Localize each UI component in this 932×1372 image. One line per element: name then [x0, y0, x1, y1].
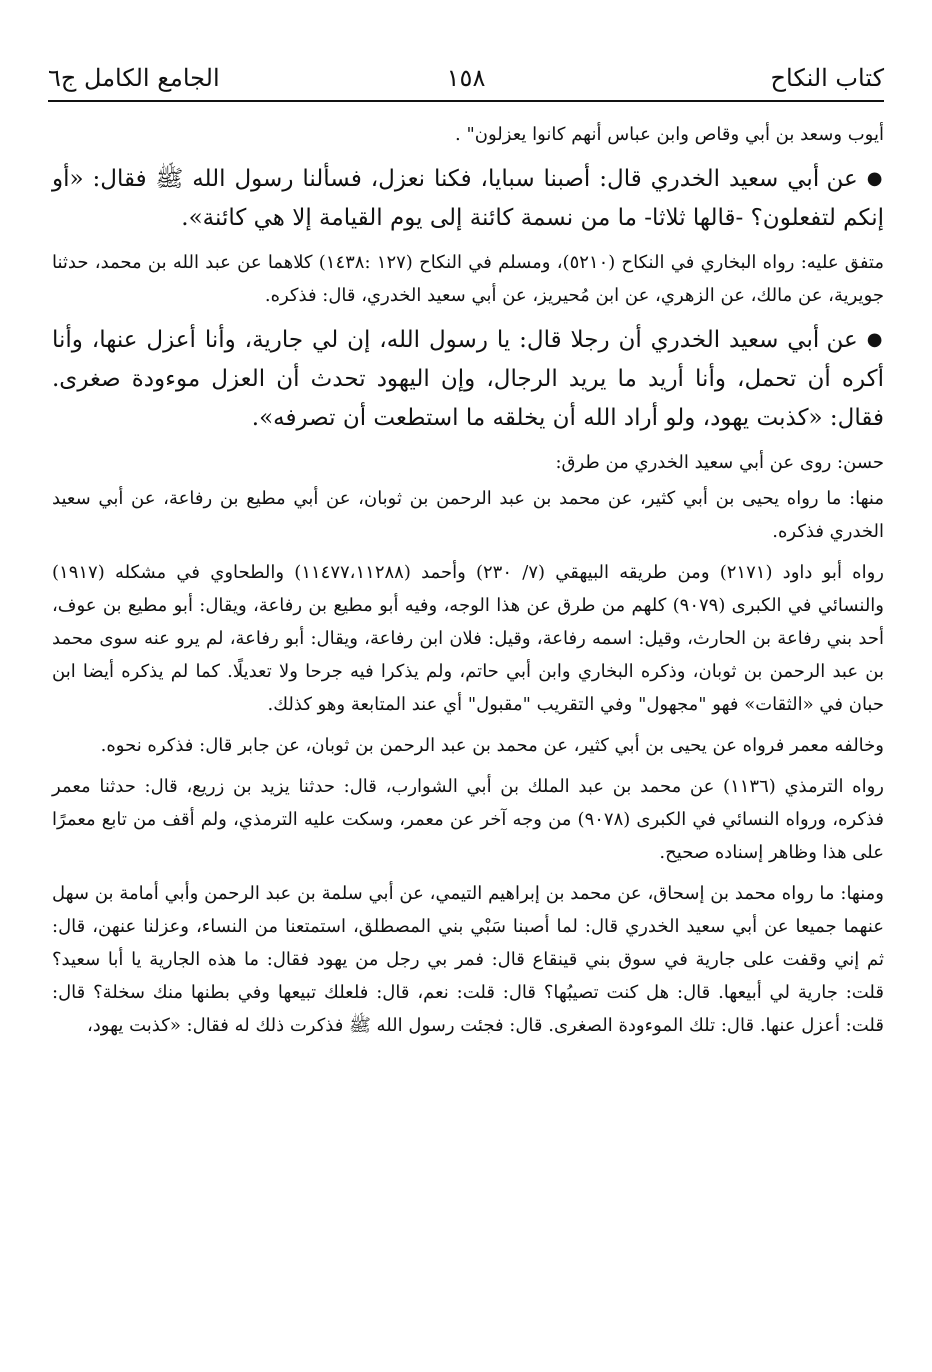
paragraph-text: أيوب وسعد بن أبي وقاص وابن عباس أنهم كانوا يعزلون" . — [455, 124, 884, 145]
paragraph-text: منها: ما رواه يحيى بن أبي كثير، عن محمد بن عبد الرحمن بن ثوبان، عن أبي مطيع بن رفاعة، عن أبي سعيد الخدري فذكره. — [52, 488, 884, 542]
paragraph — [52, 770, 884, 869]
paragraph — [52, 246, 884, 312]
hadith-paragraph — [52, 320, 884, 438]
page-body — [52, 118, 884, 1332]
paragraph-text: وخالفه معمر فرواه عن يحيى بن أبي كثير، عن محمد بن عبد الرحمن بن ثوبان، عن جابر قال: فذكره نحوه. — [100, 735, 884, 756]
paragraph-text: عن أبي سعيد الخدري أن رجلا قال: يا رسول الله، إن لي جارية، وأنا أعزل عنها، وأنا أكره أن تحمل، وأنا أريد ما يريد الرجال، وإن اليهود تحدث أن العزل موءودة صغرى. فقال: «كذبت يهود، ولو أراد الله أن يخلقه ما استطعت أن تصرفه». — [52, 327, 884, 431]
hadith-paragraph — [52, 159, 884, 238]
book-title: كتاب النكاح — [770, 64, 884, 92]
paragraph — [52, 729, 884, 762]
paragraph — [52, 877, 884, 1042]
paragraph — [52, 446, 884, 479]
paragraph — [52, 556, 884, 721]
bullet-icon: ● — [866, 329, 884, 350]
page-number: ١٥٨ — [446, 64, 486, 92]
paragraph-text: ومنها: ما رواه محمد بن إسحاق، عن محمد بن إبراهيم التيمي، عن أبي سلمة بن عبد الرحمن وأبي أمامة بن سهل عنهما جميعا عن أبي سعيد الخدري قال: لما أصبنا سَبْي بني المصطلق، استمتعنا من النساء، وعزلنا عنهن، قال: ثم إني وقفت على جارية في سوق بني قينقاع قال: فمر بي رجل من يهود فقال: ما هذه الجارية يا أبا سعيد؟ قلت: جارية لي أبيعها. قال: هل كنت تصيبُها؟ قال: قلت: نعم، قال: فلعلك تبيعها وفي بطنها منك سخلة؟ قال: قلت: أعزل عنها. قال: تلك الموءودة الصغرى. قال: فجئت رسول الله ﷺ فذكرت ذلك له فقال: «كذبت يهود، — [52, 883, 884, 1036]
page-header — [48, 60, 884, 100]
bullet-icon: ● — [866, 168, 884, 189]
paragraph-text: رواه أبو داود (٢١٧١) ومن طريقه البيهقي (٧/ ٢٣٠) وأحمد (١١٤٧٧،١١٢٨٨) والطحاوي في مشكله (١٩١٧) والنسائي في الكبرى (٩٠٧٩) كلهم من طرق عن هذا الوجه، وفيه أبو مطيع بن رفاعة، ويقال: أبو مطيع بن عوف، أحد بني رفاعة بن الحارث، وقيل: اسمه رفاعة، وقيل: فلان ابن رفاعة، ويقال: أبو رفاعة، لم يرو عنه سوى محمد بن عبد الرحمن بن ثوبان، وذكره البخاري وابن أبي حاتم، ولم يذكرا فيه جرحا ولا تعديلًا. كما لم يذكره أيضا ابن حبان في «الثقات» فهو "مجهول" وفي التقريب "مقبول" أي عند المتابعة وهو كذلك. — [52, 562, 884, 715]
header-divider — [48, 100, 884, 102]
paragraph-text: رواه الترمذي (١١٣٦) عن محمد بن عبد الملك بن أبي الشوارب، قال: حدثنا يزيد بن زريع، قال: حدثنا معمر فذكره، ورواه النسائي في الكبرى (٩٠٧٨) من وجه آخر عن معمر، وسكت عليه الترمذي، ولم أقف من تابع معمرًا على هذا وظاهر إسناده صحيح. — [52, 776, 884, 863]
paragraph-text: متفق عليه: رواه البخاري في النكاح (٥٢١٠)، ومسلم في النكاح (١٢٧ :١٤٣٨) كلاهما عن عبد الله بن محمد، حدثنا جويرية، عن مالك، عن الزهري، عن ابن مُحيريز، عن أبي سعيد الخدري، قال: فذكره. — [52, 252, 884, 306]
volume-title: الجامع الكامل ج٦ — [48, 64, 220, 92]
paragraph-text: عن أبي سعيد الخدري قال: أصبنا سبايا، فكنا نعزل، فسألنا رسول الله ﷺ فقال: «أو إنكم لتفعلون؟ -قالها ثلاثا- ما من نسمة كائنة إلى يوم القيامة إلا هي كائنة». — [52, 166, 884, 231]
paragraph — [52, 118, 884, 151]
paragraph-text: حسن: روى عن أبي سعيد الخدري من طرق: — [555, 452, 884, 473]
paragraph — [52, 482, 884, 548]
